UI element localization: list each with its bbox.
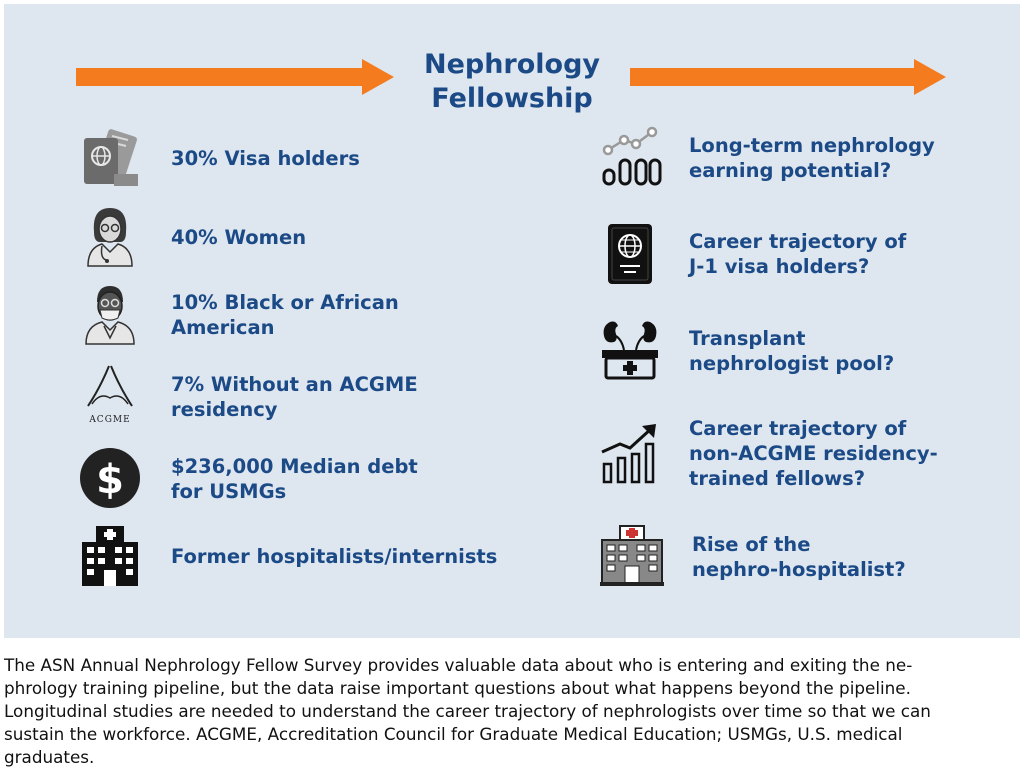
passport-visa-icon bbox=[78, 126, 142, 190]
right-item-4-line-1: Career trajectory of bbox=[689, 417, 907, 440]
caption-line-3: Longitudinal studies are needed to understand the career trajectory of nephrologists over time so that we can bbox=[4, 701, 931, 721]
left-item-1-line-1: 30% Visa holders bbox=[171, 147, 360, 170]
hospital-building-icon bbox=[78, 524, 142, 588]
left-item-3-line-2: American bbox=[171, 316, 275, 339]
bar-chart-arrow-icon bbox=[598, 422, 662, 486]
title-line-1: Nephrology bbox=[423, 49, 601, 80]
right-item-4-line-2: non-ACGME residency- bbox=[689, 442, 938, 465]
diagram-title bbox=[400, 48, 624, 116]
svg-text:$: $ bbox=[96, 457, 124, 503]
male-doctor-icon bbox=[78, 282, 142, 346]
right-arrow bbox=[630, 58, 948, 96]
right-item-5-line-1: Rise of the bbox=[692, 533, 811, 556]
title-line-2: Fellowship bbox=[431, 83, 593, 114]
caption-line-5: graduates. bbox=[4, 747, 95, 767]
left-item-3-line-1: 10% Black or African bbox=[171, 291, 399, 314]
right-item-5-line-2: nephro-hospitalist? bbox=[692, 558, 906, 581]
figure-caption bbox=[4, 654, 1016, 769]
right-item-1-line-2: earning potential? bbox=[689, 159, 892, 182]
dollar-coin-icon bbox=[78, 446, 142, 510]
left-item-2-line-1: 40% Women bbox=[171, 226, 307, 249]
right-item-3-line-2: nephrologist pool? bbox=[689, 352, 895, 375]
female-doctor-icon bbox=[78, 204, 142, 268]
right-item-2-line-1: Career trajectory of bbox=[689, 230, 907, 253]
left-item-4-line-1: 7% Without an ACGME bbox=[171, 373, 418, 396]
left-item-6-line-1: Former hospitalists/internists bbox=[171, 545, 498, 568]
right-item-4-line-3: trained fellows? bbox=[689, 467, 866, 490]
right-item-1-line-1: Long-term nephrology bbox=[689, 134, 935, 157]
right-item-2-line-2: J-1 visa holders? bbox=[689, 255, 870, 278]
left-arrow bbox=[76, 58, 396, 96]
caption-line-4: sustain the workforce. ACGME, Accreditation Council for Graduate Medical Education; USMGs, U.S. medical bbox=[4, 724, 903, 744]
hospital-icon bbox=[600, 524, 664, 588]
left-item-5-line-2: for USMGs bbox=[171, 480, 287, 503]
growth-chart-icon bbox=[598, 124, 662, 188]
right-item-3-line-1: Transplant bbox=[689, 327, 806, 350]
left-item-5-line-1: $236,000 Median debt bbox=[171, 455, 418, 478]
acgme-logo-icon bbox=[78, 362, 142, 426]
caption-line-1: The ASN Annual Nephrology Fellow Survey provides valuable data about who is entering and exiting the ne- bbox=[4, 655, 913, 675]
left-item-4-line-2: residency bbox=[171, 398, 278, 421]
caption-line-2: phrology training pipeline, but the data raise important questions about what happens beyond the pipeline. bbox=[4, 678, 911, 698]
passport-icon bbox=[598, 222, 662, 286]
acgme-logo-text: ACGME bbox=[89, 415, 131, 425]
kidney-transplant-icon bbox=[598, 316, 662, 380]
